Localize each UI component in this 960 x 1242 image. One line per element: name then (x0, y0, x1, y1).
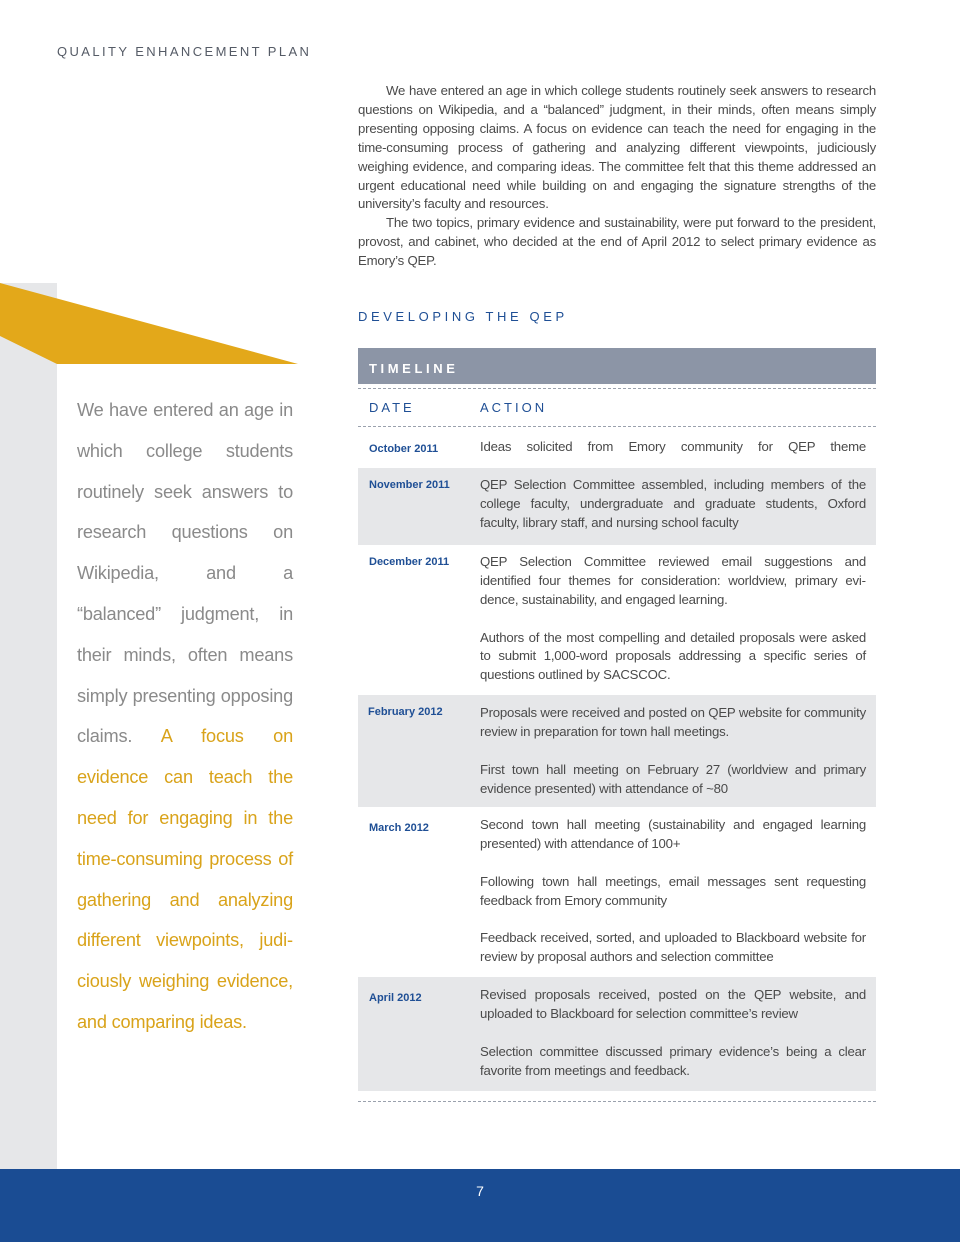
intro-paragraph-2: The two topics, primary evidence and sustainability, were put forward to the president, provost, and cabinet, who decided at the end of April 2012 to select primary evidence as Emory’s QEP. (358, 215, 876, 269)
row-actions (480, 468, 866, 545)
row-action: Ideas solicited from Emory community for QEP theme (480, 439, 866, 454)
timeline-row (358, 468, 876, 545)
running-head: QUALITY ENHANCEMENT PLAN (57, 44, 312, 59)
timeline-row (358, 807, 876, 977)
row-action: Following town hall meetings, email messages sent requesting feedback from Emory community (480, 873, 866, 908)
timeline-row (358, 695, 876, 807)
row-actions (480, 807, 866, 977)
row-date: March 2012 (369, 822, 429, 834)
row-date: December 2011 (369, 556, 450, 568)
pull-quote-plain: We have entered an age in which college students routinely seek answers to research questions on Wikipedia, and a “balanced” judgment, in their minds, often means simply presenting opposing claims. (77, 400, 293, 747)
divider (358, 1101, 876, 1102)
footer-bar (0, 1169, 960, 1242)
row-action: Second town hall meeting (sustainability and engaged learning presented) with attendance of 100+ (480, 817, 866, 851)
row-actions (480, 977, 866, 1091)
row-date: April 2012 (369, 992, 422, 1004)
side-panel (0, 283, 57, 1169)
timeline-row (358, 545, 876, 695)
action-column-header: ACTION (480, 400, 548, 415)
pull-quote (77, 390, 293, 1043)
timeline-row (358, 428, 876, 468)
row-action: Feedback received, sorted, and uploaded to Blackboard website for review by proposal authors and selection committee (480, 930, 866, 965)
row-action: Revised proposals received, posted on the QEP website, and uploaded to Blackboard for selection committee’s review (480, 987, 866, 1021)
row-action: Selection committee discussed primary evidence’s being a clear favorite from meetings and feedback. (480, 1043, 866, 1078)
timeline-table (358, 348, 876, 1102)
column-headers (358, 389, 876, 426)
row-action: First town hall meeting on February 27 (worldview and primary evidence presented) with attendance of ~80 (480, 761, 866, 796)
row-date: October 2011 (369, 443, 439, 455)
section-title: DEVELOPING THE QEP (358, 309, 568, 324)
row-date: November 2011 (369, 479, 450, 491)
row-action: QEP Selection Committee assembled, including members of the college faculty, undergraduate and graduate students, Oxford faculty, library staff, and nursing school faculty (480, 477, 866, 530)
timeline-title: TIMELINE (358, 348, 876, 384)
row-date: February 2012 (368, 706, 443, 718)
page-number: 7 (476, 1183, 484, 1199)
intro-paragraph-1: We have entered an age in which college students routinely seek answers to research questions on Wikipedia, and a “balanced” judgment, in their minds, often means simply presenting opposing claims. A focus on evidence can teach the need for engaging in the time-consuming process of gathering and analyzing different viewpoints, judiciously weighing evidence, and comparing ideas. The committee felt that this theme addressed an urgent educational need while building on and engaging the signature strengths of the university’s faculty and resources. (358, 83, 876, 212)
row-action: QEP Selection Committee reviewed email suggestions and identified four themes for consideration: worldview, primary evidence, sustainability, and engaged learning. (480, 554, 866, 607)
timeline-row (358, 977, 876, 1091)
row-action: Authors of the most compelling and detailed proposals were asked to submit 1,000-word proposals addressing a specific series of questions outlined by SACSCOC. (480, 629, 866, 683)
row-actions (480, 545, 866, 695)
intro-text (358, 82, 876, 271)
date-column-header: DATE (369, 400, 415, 415)
row-actions (480, 428, 866, 468)
pull-quote-highlight: A focus on evidence can teach the need for engaging in the time-consuming process of gathering and analyzing different viewpoints, judiciously weighing evidence, and comparing ideas. (77, 726, 293, 1032)
gold-wedge-decoration (0, 283, 300, 368)
row-action: Proposals were received and posted on QEP website for community review in preparation for town hall meetings. (480, 705, 866, 739)
row-actions (480, 695, 866, 807)
divider (358, 426, 876, 427)
